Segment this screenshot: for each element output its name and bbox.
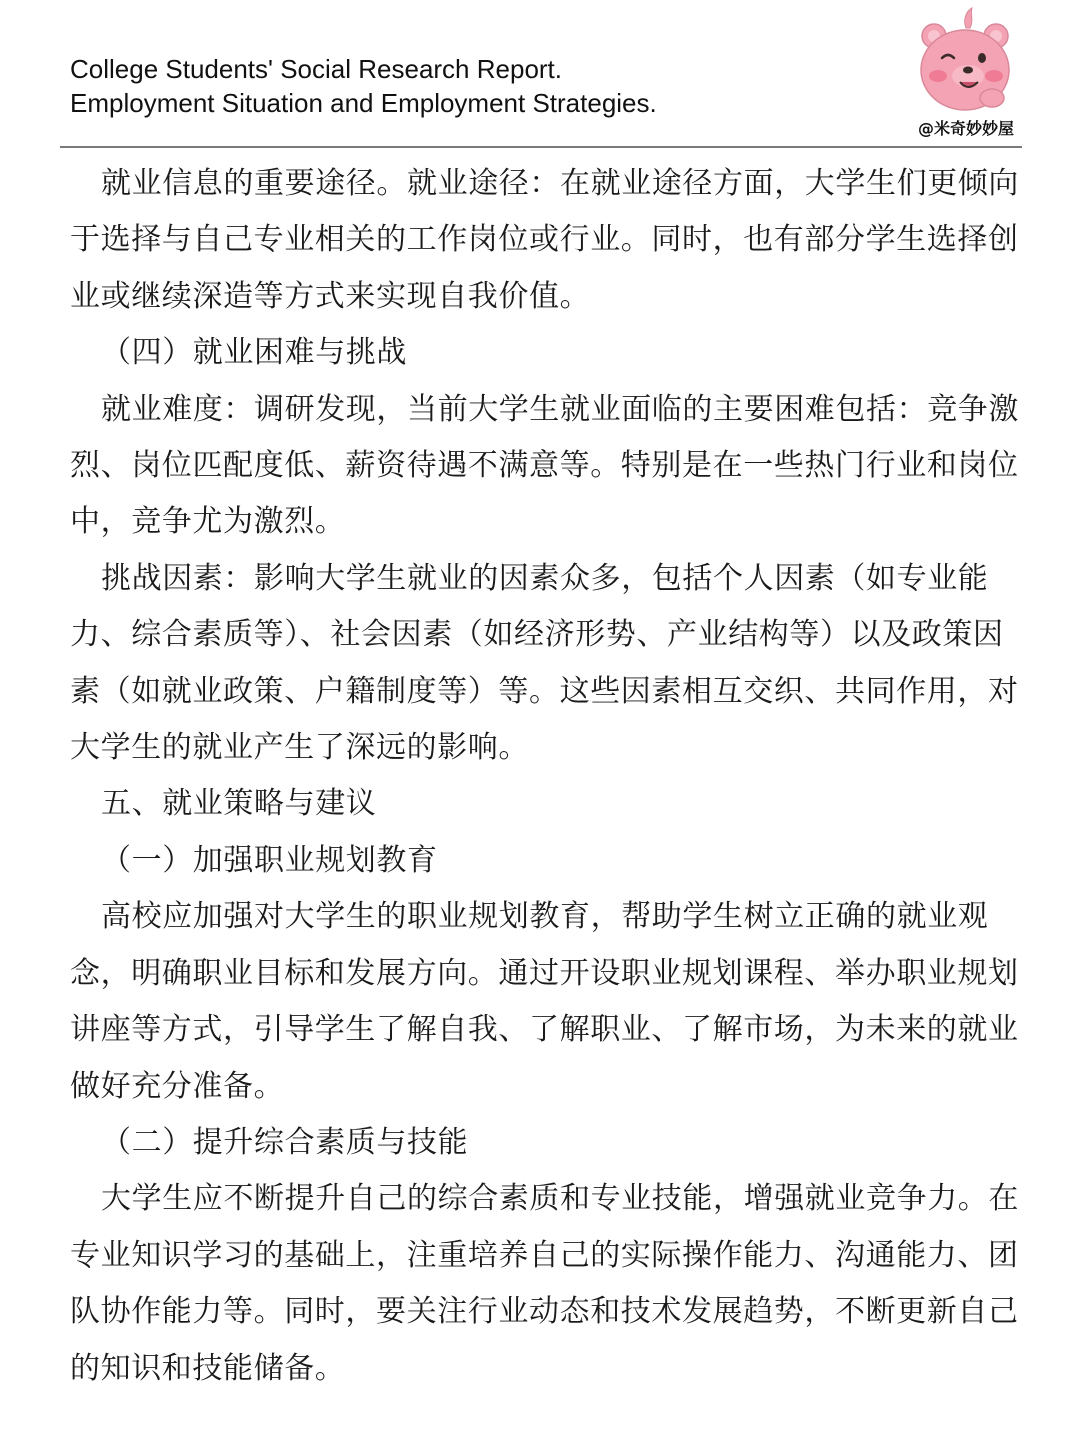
subsection-heading-skills: （二）提升综合素质与技能 <box>101 1124 469 1160</box>
paragraph-challenge-factors: 挑战因素：影响大学生就业的因素众多，包括个人因素（如专业能力、综合素质等）、社会因素（如经济形势、产业结构等）以及政策因素（如就业政策、户籍制度等）等。这些因素相互交织、共同作用，对大学生的就业产生了深远的影响。 <box>70 560 1019 766</box>
paragraph-skills: 大学生应不断提升自己的综合素质和专业技能，增强就业竞争力。在专业知识学习的基础上，注重培养自己的实际操作能力、沟通能力、团队协作能力等。同时，要关注行业动态和技术发展趋势，不断更新自己的知识和技能储备。 <box>70 1181 1019 1386</box>
section-heading-strategies: 五、就业策略与建议 <box>101 786 377 822</box>
paragraph-employment-difficulty: 就业难度：调研发现，当前大学生就业面临的主要困难包括：竞争激烈、岗位匹配度低、薪资待遇不满意等。特别是在一些热门行业和岗位中，竞争尤为激烈。 <box>70 391 1019 540</box>
paragraph-career-planning: 高校应加强对大学生的职业规划教育，帮助学生树立正确的就业观念，明确职业目标和发展方向。通过开设职业规划课程、举办职业规划讲座等方式，引导学生了解自我、了解职业、了解市场，为未来的就业做好充分准备。 <box>70 899 1019 1104</box>
document-body <box>70 156 1020 1397</box>
subsection-heading-career-planning: （一）加强职业规划教育 <box>101 842 438 878</box>
header-title-line-1: College Students' Social Research Report. <box>70 54 563 84</box>
pink-bear-mascot-icon <box>912 6 1016 116</box>
watermark-handle: @米奇妙妙屋 <box>918 119 1015 138</box>
paragraph-employment-channels: 就业信息的重要途径。就业途径：在就业途径方面，大学生们更倾向于选择与自己专业相关的工作岗位或行业。同时，也有部分学生选择创业或继续深造等方式来实现自我价值。 <box>70 166 1019 314</box>
page-header <box>70 52 657 120</box>
section-heading-difficulties: （四）就业困难与挑战 <box>101 335 407 371</box>
header-title-line-2: Employment Situation and Employment Strategies. <box>70 88 657 118</box>
header-divider <box>60 146 1022 148</box>
